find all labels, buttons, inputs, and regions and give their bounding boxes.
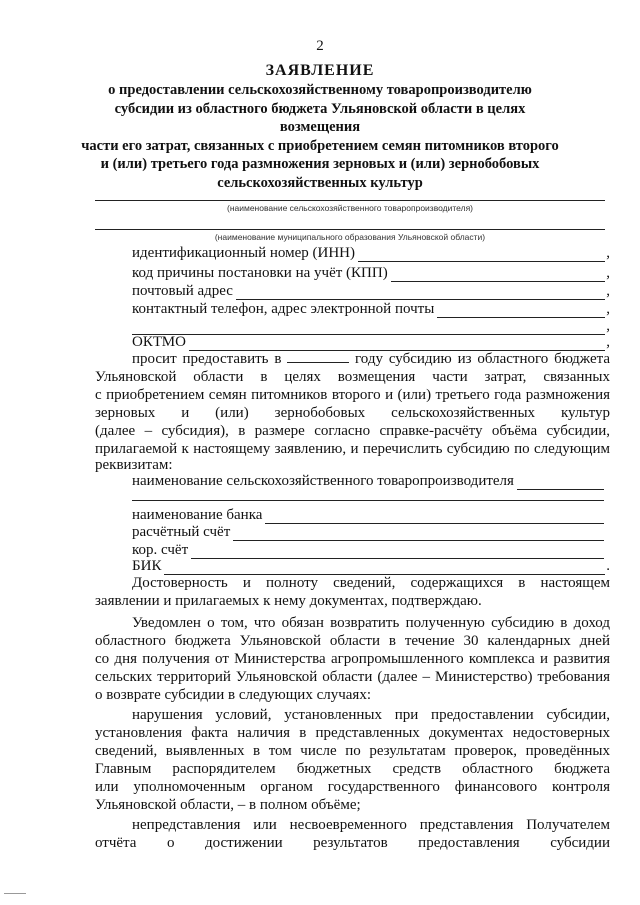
producer-name-rule [95, 200, 605, 201]
oktmo-field[interactable]: ОКТМО , [132, 334, 610, 350]
account-label: расчётный счёт [132, 524, 231, 540]
municipality-rule [95, 229, 605, 230]
bank-name-field[interactable] [132, 506, 604, 524]
notice-line: со дня получения от Министерства агропромышленного комплекса и развития [95, 651, 610, 667]
bank-producer-field[interactable] [132, 472, 604, 490]
bik-field[interactable]: БИК . [132, 558, 610, 574]
subtitle-line: о предоставлении сельскохозяйственному товаропроизводителю [108, 82, 532, 98]
violation-line: нарушения условий, установленных при предоставлении субсидии, [132, 707, 610, 723]
bik-label: БИК [132, 558, 162, 574]
postal-address-label: почтовый адрес [132, 283, 233, 299]
bank-name-label: наименование банка [132, 507, 263, 523]
account-field[interactable] [132, 523, 604, 541]
document-subtitle [80, 81, 560, 193]
request-line: (далее – субсидия), в размере согласно справке-расчёту объёма субсидии, [95, 423, 610, 439]
subtitle-line: субсидии из областного бюджета Ульяновской области в целях возмещения [114, 100, 526, 136]
contact-field-continuation[interactable]: , [132, 317, 610, 335]
request-line: просит предоставить в году субсидию из областного бюджета [132, 351, 610, 367]
violation-line: установления факта наличия в представленных документах недостоверных [95, 725, 610, 741]
subtitle-line: сельскохозяйственных культур [217, 174, 423, 191]
margin-mark [4, 893, 26, 894]
inn-field[interactable]: идентификационный номер (ИНН) , [132, 245, 610, 261]
bank-producer-label: наименование сельскохозяйственного товаропроизводителя [132, 473, 514, 489]
violation-line: сведений, выявленных в том числе по результатам проверок, проведённых [95, 743, 610, 759]
accuracy-line: заявлении и прилагаемых к нему документах, подтверждаю. [95, 593, 482, 609]
nonsubmission-line: отчёта о достижении результатов предоставления субсидии [95, 835, 610, 851]
municipality-caption: (наименование муниципального образования Ульяновской области) [214, 232, 486, 242]
violation-line: Главным распорядителем бюджетных средств областного бюджета [95, 761, 610, 777]
violation-line: Ульяновской области, – в полном объёме; [95, 797, 361, 813]
bank-producer-continuation-rule [132, 500, 604, 501]
contact-label: контактный телефон, адрес электронной почты [132, 301, 435, 317]
nonsubmission-line: непредставления или несвоевременного представления Получателем [132, 817, 610, 833]
page-number: 2 [316, 38, 324, 54]
request-line: зерновых и (или) зернобобовых сельскохозяйственных культур [95, 405, 610, 421]
postal-address-field[interactable]: почтовый адрес , [132, 283, 610, 299]
request-line: реквизитам: [95, 457, 173, 473]
notice-line: сельских территорий Ульяновской области (далее – Министерство) требования [95, 669, 610, 685]
notice-line: областного бюджета Ульяновской области в течение 30 календарных дней [95, 633, 610, 649]
notice-line: о возврате субсидии в следующих случаях: [95, 687, 371, 703]
request-line: с приобретением семян питомников второго и (или) третьего года размножения [95, 387, 610, 403]
corr-account-label: кор. счёт [132, 542, 189, 558]
year-blank[interactable] [287, 350, 349, 363]
oktmo-label: ОКТМО [132, 334, 186, 350]
kpp-label: код причины постановки на учёт (КПП) [132, 265, 388, 281]
kpp-field[interactable]: код причины постановки на учёт (КПП) , [132, 265, 610, 281]
producer-name-caption: (наименование сельскохозяйственного товаропроизводителя) [226, 203, 474, 213]
subtitle-line: и (или) третьего года размножения зерновых и (или) зернобобовых [100, 156, 540, 173]
inn-label: идентификационный номер (ИНН) [132, 245, 355, 261]
contact-field[interactable]: контактный телефон, адрес электронной почты , [132, 301, 610, 317]
violation-line: или уполномоченным органом государственного финансового контроля [95, 779, 610, 795]
request-line: Ульяновской области в целях возмещения части затрат, связанных [95, 369, 610, 385]
subtitle-line: части его затрат, связанных с приобретением семян питомников второго [81, 137, 559, 154]
accuracy-line: Достоверность и полноту сведений, содержащихся в настоящем [132, 575, 610, 591]
request-line: прилагаемой к настоящему заявлению, и перечислить субсидию по следующим [95, 441, 610, 457]
notice-line: Уведомлен о том, что обязан возвратить полученную субсидию в доход [132, 615, 610, 631]
document-title: ЗАЯВЛЕНИЕ [265, 62, 375, 79]
